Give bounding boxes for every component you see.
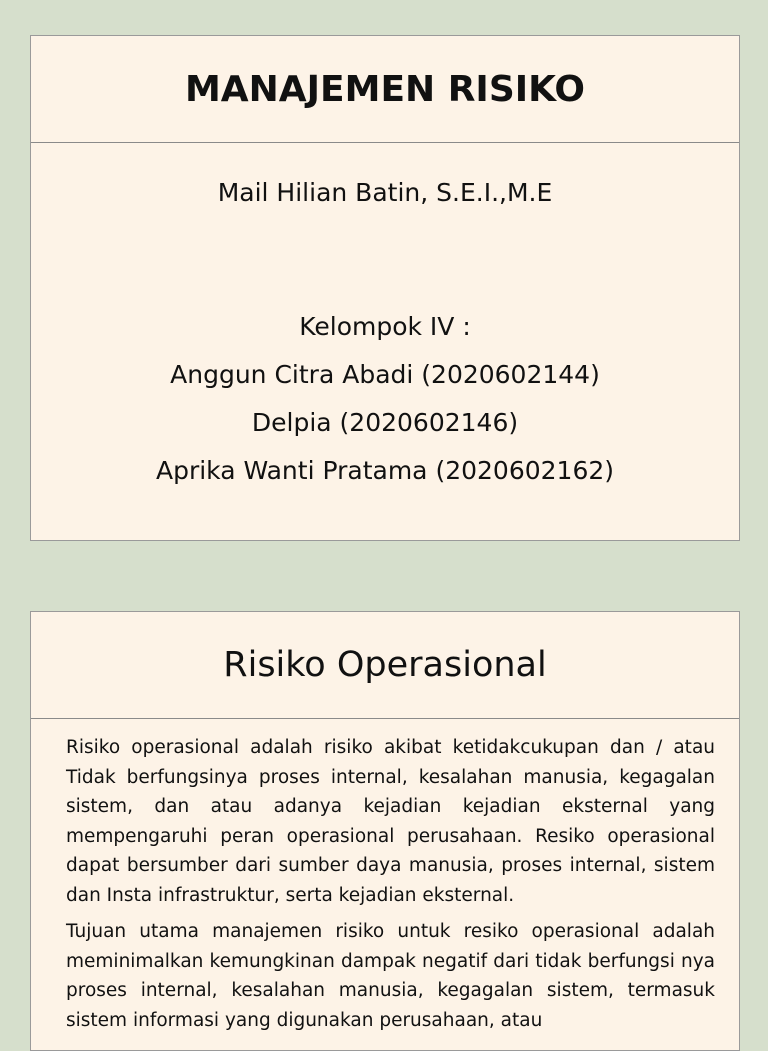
cover-body [31,169,739,495]
group-block [31,303,739,495]
group-member: Anggun Citra Abadi (2020602144) [170,360,600,389]
cover-title: MANAJEMEN RISIKO [184,68,586,110]
cover-slide [30,35,740,541]
cover-title-bar [31,36,739,143]
paragraph: Risiko operasional adalah risiko akibat ketidakcukupan dan / atau Tidak berfungsinya proses internal, kesalahan manusia, kegagalan sistem, dan atau adanya kejadian kejadian eksternal yang mempengaruhi peran operasional perusahaan. Resiko operasional dapat bersumber dari sumber daya manusia, proses internal, sistem dan Insta infrastruktur, serta kejadian eksternal. [66,737,715,906]
group-member: Aprika Wanti Pratama (2020602162) [155,456,615,485]
group-heading: Kelompok IV : [299,312,471,341]
content-body [31,719,739,1035]
content-title-bar [31,612,739,719]
content-slide [30,611,740,1051]
lecturer-name: Mail Hilian Batin, S.E.I.,M.E [217,178,553,207]
paragraph: Tujuan utama manajemen risiko untuk resiko operasional adalah meminimalkan kemungkinan dampak negatif dari tidak berfungsi nya proses internal, kesalahan manusia, kegagalan sistem, termasuk sistem informasi yang digunakan perusahaan, atau [66,921,715,1031]
content-title: Risiko Operasional [223,645,547,685]
group-member: Delpia (2020602146) [251,408,519,437]
